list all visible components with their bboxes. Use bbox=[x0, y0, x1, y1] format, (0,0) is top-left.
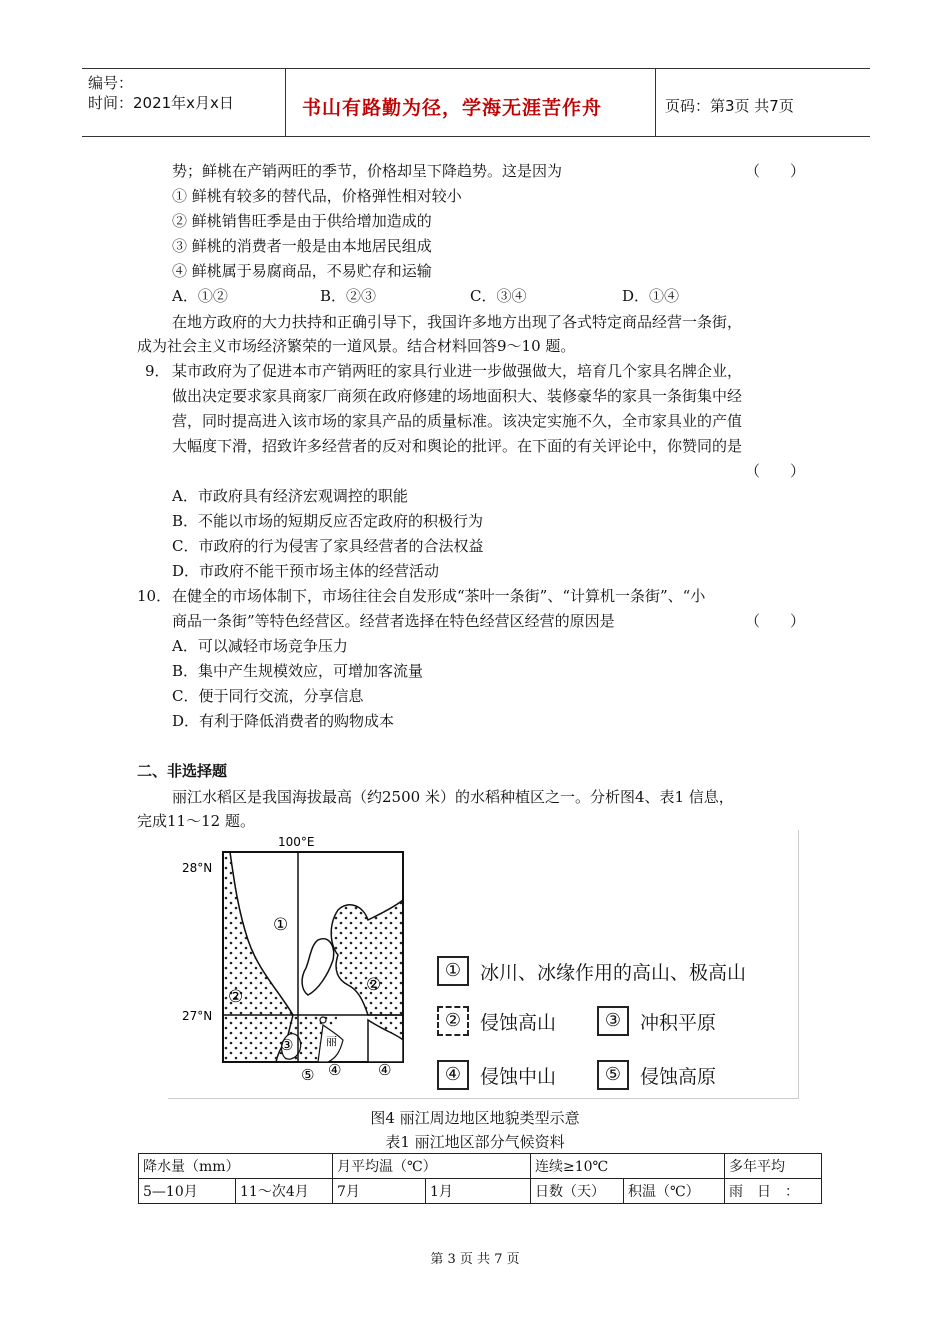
region-mark-1: ① bbox=[273, 915, 289, 935]
lon-label: 100°E bbox=[278, 835, 315, 849]
q8-item-1: ① 鲜桃有较多的替代品，价格弹性相对较小 bbox=[172, 187, 462, 205]
q8-item-4: ④ 鲜桃属于易腐商品，不易贮存和运输 bbox=[172, 262, 432, 280]
region-mark-4a: ④ bbox=[328, 1061, 342, 1079]
q9-line-2: 做出决定要求家具商家厂商须在政府修建的场地面积大、装修豪华的家具一条街集中经 bbox=[172, 387, 743, 405]
table-header-annual: 多年平均 bbox=[725, 1154, 822, 1179]
table-cell: 7月 bbox=[333, 1179, 426, 1204]
date-label: 时间：2021年x月x日 bbox=[88, 94, 234, 112]
q10-line-2: 商品一条街”等特色经营区。经营者选择在特色经营区经营的原因是 bbox=[172, 612, 615, 630]
q9-line-3: 营，同时提高进入该市场的家具产品的质量标准。该决定实施不久，全市家具业的产值 bbox=[172, 412, 743, 430]
q8-option-b: B．②③ bbox=[320, 287, 377, 305]
legend-4-text: 侵蚀中山 bbox=[480, 1066, 557, 1088]
table-cell: 11～次4月 bbox=[236, 1179, 333, 1204]
q9-answer-paren: （ ） bbox=[745, 462, 806, 480]
q10-option-c: C．便于同行交流，分享信息 bbox=[172, 687, 364, 705]
q9-line-4: 大幅度下滑，招致许多经营者的反对和舆论的批评。在下面的有关评论中，你赞同的是 bbox=[172, 437, 743, 455]
region-mark-2b: ② bbox=[366, 975, 382, 995]
table-row bbox=[139, 1179, 822, 1204]
q10-answer-paren: （ ） bbox=[745, 612, 806, 630]
q8-answer-paren: （ ） bbox=[745, 162, 806, 180]
table-row bbox=[139, 1154, 822, 1179]
table-cell: 1月 bbox=[426, 1179, 531, 1204]
intro-9-10-line1: 在地方政府的大力扶持和正确引导下，我国许多地方出现了各式特定商品经营一条街， bbox=[172, 313, 743, 331]
section2-intro-line1: 丽江水稻区是我国海拔最高（约2500 米）的水稻种植区之一。分析图4、表1 信息， bbox=[172, 788, 734, 806]
legend-2-text: 侵蚀高山 bbox=[480, 1012, 557, 1034]
table-cell: 积温（℃） bbox=[624, 1179, 725, 1204]
lat-mid-label: 27°N bbox=[182, 1009, 213, 1023]
climate-table bbox=[138, 1153, 822, 1204]
section2-title: 二、非选择题 bbox=[137, 762, 228, 780]
q8-option-d: D．①④ bbox=[622, 287, 680, 305]
intro-9-10-line2: 成为社会主义市场经济繁荣的一道风景。结合材料回答9～10 题。 bbox=[137, 337, 576, 355]
q8-option-c: C．③④ bbox=[470, 287, 527, 305]
table-header-continuous: 连续≥10℃ bbox=[531, 1154, 725, 1179]
serial-label: 编号： bbox=[88, 74, 134, 92]
q8-option-a: A．①② bbox=[172, 287, 228, 305]
q9-option-c: C．市政府的行为侵害了家具经营者的合法权益 bbox=[172, 537, 484, 555]
figure-4-caption: 图4 丽江周边地区地貌类型示意 bbox=[370, 1109, 580, 1127]
table-1-caption: 表1 丽江地区部分气候资料 bbox=[385, 1133, 565, 1151]
q10-option-d: D．有利于降低消费者的购物成本 bbox=[172, 712, 395, 730]
section2-intro-line2: 完成11～12 题。 bbox=[137, 812, 255, 830]
table-cell: 5—10月 bbox=[139, 1179, 236, 1204]
legend-3-box: ③ bbox=[597, 1006, 629, 1036]
lat-top-label: 28°N bbox=[182, 861, 213, 875]
legend-5-text: 侵蚀高原 bbox=[640, 1066, 717, 1088]
header-page-label: 页码：第3页 共7页 bbox=[665, 97, 794, 115]
q9-line-1: 某市政府为了促进本市产销两旺的家具行业进一步做强做大，培育几个家具名牌企业， bbox=[172, 362, 743, 380]
table-header-temp: 月平均温（℃） bbox=[333, 1154, 531, 1179]
page-footer: 第 3 页 共 7 页 bbox=[430, 1252, 520, 1267]
city-label: 丽 bbox=[326, 1035, 337, 1048]
q9-option-d: D．市政府不能干预市场主体的经营活动 bbox=[172, 562, 440, 580]
table-cell: 日数（天） bbox=[531, 1179, 624, 1204]
q8-stem: 势；鲜桃在产销两旺的季节，价格却呈下降趋势。这是因为 bbox=[172, 162, 563, 180]
q10-number: 10． bbox=[137, 587, 172, 605]
legend-1-text: 冰川、冰缘作用的高山、极高山 bbox=[480, 962, 747, 984]
header-divider-right bbox=[655, 68, 656, 136]
region-mark-3: ③ bbox=[280, 1036, 294, 1054]
legend-2-box: ② bbox=[437, 1006, 469, 1036]
region-mark-2a: ② bbox=[228, 987, 244, 1007]
table-cell: 雨 日 ： bbox=[725, 1179, 822, 1204]
header-divider-left bbox=[285, 68, 286, 136]
table-header-precip: 降水量（mm） bbox=[139, 1154, 333, 1179]
legend-3-text: 冲积平原 bbox=[640, 1012, 717, 1034]
legend-1-box: ① bbox=[437, 956, 469, 986]
legend-4-box: ④ bbox=[437, 1060, 469, 1090]
region-mark-5: ⑤ bbox=[301, 1066, 315, 1084]
header-top-rule bbox=[82, 68, 870, 69]
q10-line-1: 在健全的市场体制下，市场往往会自发形成“茶叶一条街”、“计算机一条街”、“小 bbox=[172, 587, 706, 605]
q9-option-b: B．不能以市场的短期反应否定政府的积极行为 bbox=[172, 512, 484, 530]
q8-item-2: ② 鲜桃销售旺季是由于供给增加造成的 bbox=[172, 212, 432, 230]
header-motto: 书山有路勤为径，学海无涯苦作舟 bbox=[302, 97, 603, 119]
q9-number: 9． bbox=[145, 362, 170, 380]
legend-5-box: ⑤ bbox=[597, 1060, 629, 1090]
q8-item-3: ③ 鲜桃的消费者一般是由本地居民组成 bbox=[172, 237, 432, 255]
q10-option-a: A．可以减轻市场竞争压力 bbox=[172, 637, 348, 655]
header-bottom-rule bbox=[82, 136, 870, 137]
q9-option-a: A．市政府具有经济宏观调控的职能 bbox=[172, 487, 408, 505]
region-mark-4b: ④ bbox=[378, 1061, 392, 1079]
q10-option-b: B．集中产生规模效应，可增加客流量 bbox=[172, 662, 424, 680]
lijiang-city-dot bbox=[320, 1017, 326, 1023]
